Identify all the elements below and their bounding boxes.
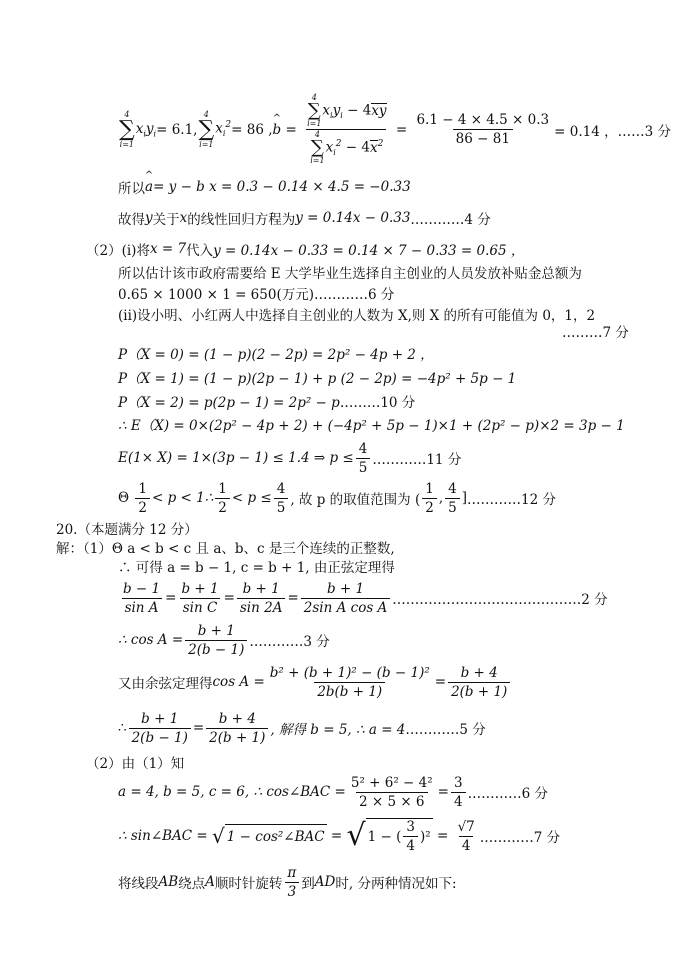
q20-sine-text: ∴ 可得 a = b − 1, c = b + 1, 由正弦定理得 xyxy=(118,560,395,576)
range-close: ] xyxy=(461,490,467,506)
range-mid-2: < p ≤ xyxy=(231,490,272,506)
frac-solve-2: $\frac{b + 4}{2(b + 1)}$ xyxy=(206,711,268,746)
rot-text-e: 时, 分两种情况如下: xyxy=(335,876,457,892)
cosine-prefix: 又由余弦定理得 xyxy=(118,676,213,692)
range-mid-3: , 故 p 的取值范围为 ( xyxy=(290,492,421,508)
solve-rest: , 解得 b = 5, ∴ a = 4 xyxy=(270,722,406,738)
score-2: ……………………………………2 分 xyxy=(392,592,608,608)
frac-1-2: $\frac{1}{2}$ xyxy=(215,481,230,516)
b-hat: ^ b xyxy=(273,122,282,138)
segment-ab: AB xyxy=(158,874,179,890)
score-6: …………6 分 xyxy=(314,287,395,303)
line-regression-b: 4 ∑ i=1 $x_iy_i$ = 6.1, 4 ∑ i=1 $x_i^2$ = 86 , ^ b = 4 ∑ i=1 $x_iy_i - 4xy$ 4 ∑ i=1 $x_i^2 - 4x^2$ = $\frac{6.1 - 4 \times 4.5 \times 0.3}{86 - 81}$ = 0.14 ， ……3 分 xyxy=(118,92,671,167)
var-x: x xyxy=(179,210,188,226)
frac-1-2: $\frac{1}{2}$ xyxy=(135,481,150,516)
px2-eq: P（X = 2) = p(2p − 1) = 2p² − p xyxy=(118,395,340,411)
px0-eq: P（X = 0) = (1 − p)(2 − 2p) = 2p² − 4p + 2 ， xyxy=(118,347,434,363)
score-7b: …………7 分 xyxy=(479,830,561,846)
line-score-7 xyxy=(562,322,629,340)
text-suoyi: 所以 xyxy=(118,181,145,197)
sum-term-sq: $x_i^2$ xyxy=(215,120,232,139)
frac-solve-1: $\frac{b + 1}{2(b - 1)}$ xyxy=(129,711,191,746)
line-px0 xyxy=(118,342,434,364)
text-dairu: 代入 xyxy=(186,243,214,259)
x-equals-7: x = 7 xyxy=(149,241,187,257)
score-3b: …………3 分 xyxy=(249,634,330,650)
line-px1 xyxy=(118,366,516,388)
frac-pi-3: $\frac{\pi}{3}$ xyxy=(284,865,299,900)
line-sine-law: $\frac{b - 1}{\text{sin A}}$ = $\frac{b + 1}{\text{sin C}}$ = $\frac{b + 1}{\sin 2A}$ = $\frac{b + 1}{\text{2sin A cos A}}$ ……………………………………2 分 xyxy=(118,578,608,618)
line-part2-i xyxy=(86,238,524,260)
frac-sine-3: $\frac{b + 1}{\sin 2A}$ xyxy=(237,581,286,616)
frac-cos2b: $\frac{b + 4}{2(b + 1)}$ xyxy=(448,665,510,700)
part2b-label: （2）由（1）知 xyxy=(86,756,185,772)
frac-sine-4: $\frac{b + 1}{\text{2sin A cos A}}$ xyxy=(301,581,391,616)
frac-sqrt7-4: $\frac{√7}{4}$ xyxy=(457,818,475,854)
rot-text-a: 将线段 xyxy=(118,876,159,892)
line-regression-eq xyxy=(118,207,491,229)
frac-bac: $\frac{\text{5² + 6² − 4²}}{2 \times 5 \times 6}$ xyxy=(350,774,433,810)
frac-3-4-inner: $\frac{3}{4}$ xyxy=(403,819,418,854)
line-part2-i-2 xyxy=(118,262,582,282)
sin-bac-left: ∴ sin∠BAC = xyxy=(118,828,208,844)
frac-cosA: $\frac{b + 1}{2(b - 1)}$ xyxy=(185,623,247,658)
cos-bac-left: a = 4, b = 5, c = 6, ∴ cos∠BAC = xyxy=(118,784,346,800)
line-cos-bac: a = 4, b = 5, c = 6, ∴ cos∠BAC = $\frac{\text{5² + 6² − 4²}}{2 \times 5 \times 6}$ = $\frac{3}{4}$ …………6 分 xyxy=(118,774,548,810)
regression-equation: y = 0.14x − 0.33 xyxy=(295,210,411,226)
line-sin-bac: ∴ sin∠BAC = √ 1 − cos²∠BAC = √ 1 − ( $\frac{3}{4}$ )² = $\frac{√7}{4}$ …………7 分 xyxy=(118,818,561,854)
text-gude: 故得 xyxy=(118,212,145,228)
line-solve-b: ∴ $\frac{b + 1}{2(b - 1)}$ = $\frac{b + 4}{2(b + 1)}$ , 解得 b = 5, ∴ a = 4 …………5 分 xyxy=(118,710,486,746)
b-value-frac: $\frac{6.1 - 4 \times 4.5 \times 0.3}{86 - 81}$ xyxy=(416,112,550,147)
range-comma: , xyxy=(438,490,444,506)
line-rotation xyxy=(118,862,457,902)
theta-symbol: Θ xyxy=(118,490,130,506)
a-hat: ^ a xyxy=(145,179,153,195)
expectation-eq: ∴ E（X) = 0×(2p² − 4p + 2) + (−4p² + 5p − 1)×1 + (2p² − p)×2 = 3p − 1 xyxy=(118,418,625,434)
substitution-eq: y = 0.14x − 0.33 = 0.14 × 7 − 0.33 = 0.65 ， xyxy=(213,243,525,259)
subsidy-calc: 0.65 × 1000 × 1 = 650(万元) xyxy=(118,287,314,303)
q20-solution-line1 xyxy=(56,537,395,557)
rot-text-b: 绕点 xyxy=(178,876,206,892)
frac-3-4: $\frac{3}{4}$ xyxy=(451,775,466,810)
var-y: y xyxy=(145,210,153,226)
score-5: …………5 分 xyxy=(405,722,486,738)
sum-value-2: = 86 , xyxy=(231,121,273,138)
rot-text-c: 顺时针旋转 xyxy=(214,876,283,892)
sqrt-2: √ 1 − ( $\frac{3}{4}$ )² xyxy=(346,818,431,854)
cosA-left: ∴ cos A = xyxy=(118,632,184,648)
q20-solution-line2 xyxy=(118,556,395,576)
score-6b: …………6 分 xyxy=(467,786,548,802)
point-a: A xyxy=(205,874,215,890)
score-11: …………11 分 xyxy=(372,452,462,468)
sqrt-1: √ 1 − cos²∠BAC xyxy=(212,824,325,848)
b-result: = 0.14 ， xyxy=(554,123,618,140)
frac-cos2: $\frac{\text{b² + (b + 1)² − (b − 1)²}}{2b(b + 1)}$ xyxy=(269,664,430,700)
subsidy-text: 所以估计该市政府需要给 E 大学毕业生选择自主创业的人员发放补贴金总额为 xyxy=(118,266,582,282)
score-7: ………7 分 xyxy=(562,325,629,341)
e1x-ineq: E(1× X) = 1×(3p − 1) ≤ 1.4 ⇒ p ≤ xyxy=(118,450,354,466)
sum-symbol: 4 ∑ i=1 xyxy=(119,109,135,149)
a-hat-rest: = y − b x = 0.3 − 0.14 × 4.5 = −0.33 xyxy=(153,179,411,195)
px1-eq: P（X = 1) = (1 − p)(2p − 1) + p (2 − 2p) = −4p² + 5p − 1 xyxy=(118,371,517,387)
score-10: ………10 分 xyxy=(339,395,416,411)
line-part2-i-3 xyxy=(118,283,394,303)
part2ii-text: (ii)设小明、小红两人中选择自主创业的人数为 X,则 X 的所有可能值为 0，1，2 xyxy=(118,308,596,324)
line-cosine-law: 又由余弦定理得 cos A = $\frac{\text{b² + (b + 1)² − (b − 1)²}}{2b(b + 1)}$ = $\frac{b + 4}{2(b + 1)}$ xyxy=(118,660,512,704)
line-px2 xyxy=(118,390,415,412)
cos2-left: cos A = xyxy=(212,674,265,690)
segment-ad: AD xyxy=(314,874,336,890)
b-formula-frac: 4 ∑ i=1 $x_iy_i - 4xy$ 4 ∑ i=1 $x_i^2 - 4x^2$ xyxy=(307,93,387,165)
frac-1-2: $\frac{1}{2}$ xyxy=(422,481,437,516)
sum-symbol: 4 ∑ i=1 xyxy=(198,109,215,149)
line-a-hat xyxy=(118,176,411,198)
line-part2b xyxy=(86,752,184,772)
score-3: ……3 分 xyxy=(617,123,671,140)
part2i-prefix: (i)将 xyxy=(121,243,150,259)
range-mid-1: < p < 1∴ xyxy=(151,490,214,506)
line-e1x xyxy=(118,440,461,476)
frac-4-5: $\frac{4}{5}$ xyxy=(274,481,289,516)
frac-4-5: $\frac{4}{5}$ xyxy=(356,441,371,476)
line-p-range xyxy=(118,480,556,516)
frac-sine-2: $\frac{b + 1}{\text{sin C}}$ xyxy=(181,580,219,616)
text-guanyu: 关于 xyxy=(152,212,180,228)
sum-term: $x_iy_i$ xyxy=(135,120,157,139)
line-part2-ii xyxy=(118,304,595,324)
part2-label: （2） xyxy=(86,243,122,259)
text-eq-desc: 的线性回归方程为 xyxy=(187,212,296,228)
score-4: …………4 分 xyxy=(410,212,491,228)
score-12: …………12 分 xyxy=(466,492,556,508)
q20-heading: 20.（本题满分 12 分） xyxy=(56,522,198,538)
frac-4-5: $\frac{4}{5}$ xyxy=(445,481,460,516)
line-cosA xyxy=(118,620,330,660)
therefore-symbol: ∴ xyxy=(118,720,127,736)
sum-value-1: = 6.1, xyxy=(156,121,198,138)
line-expectation xyxy=(118,413,625,435)
rot-text-d: 到 xyxy=(301,876,315,892)
frac-sine-1: $\frac{b - 1}{\text{sin A}}$ xyxy=(123,580,161,616)
q20-sol-text: 解：（1）Θ a < b < c 且 a、b、c 是三个连续的正整数, xyxy=(56,541,395,557)
q20-title xyxy=(56,518,198,538)
